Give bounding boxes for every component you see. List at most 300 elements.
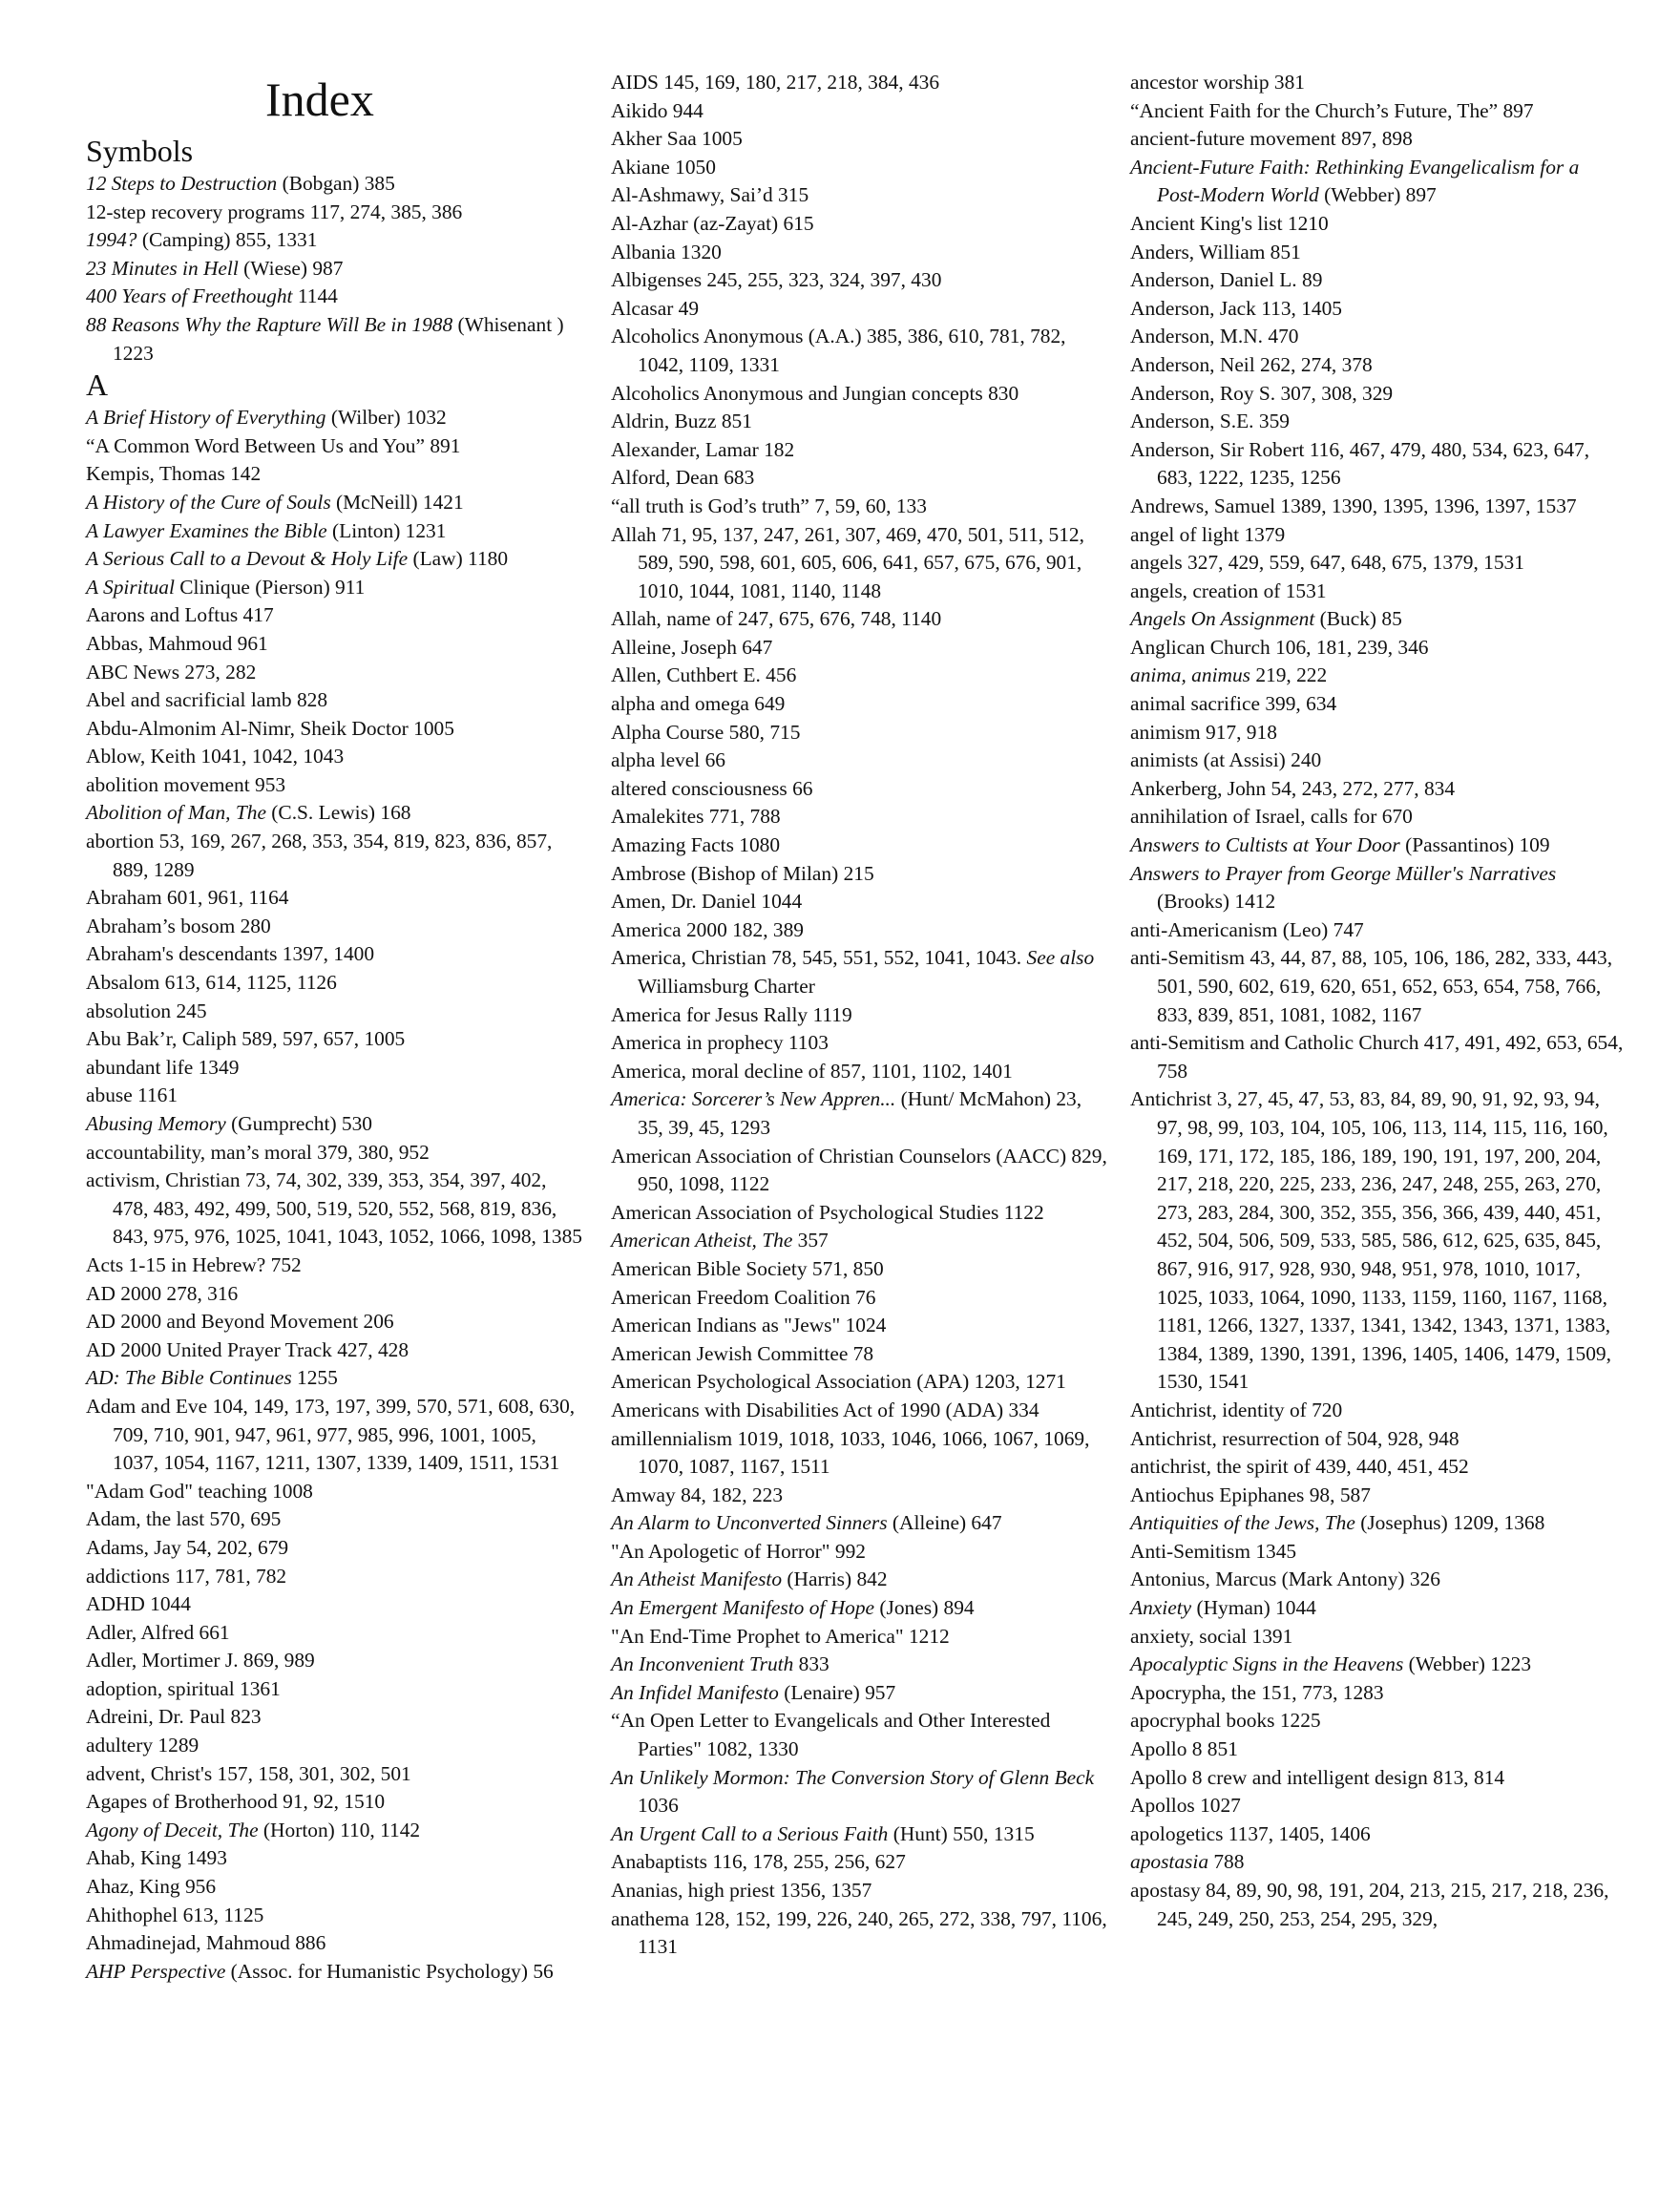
index-entry-text: Ankerberg, John 54, 243, 272, 277, 834 xyxy=(1130,776,1456,800)
index-entry xyxy=(86,601,582,630)
index-entry-text: (Assoc. for Humanistic Psychology) 56 xyxy=(225,1959,554,1983)
index-entry xyxy=(1130,408,1627,436)
index-entry-text: adultery 1289 xyxy=(86,1734,200,1757)
index-entry xyxy=(86,1478,582,1506)
index-entry xyxy=(86,1167,582,1252)
index-entry-text: (Alleine) 647 xyxy=(887,1511,1002,1535)
index-entry-text: Adler, Alfred 661 xyxy=(86,1620,230,1644)
index-entry-title: 23 Minutes in Hell xyxy=(86,256,239,280)
index-entry xyxy=(86,574,582,602)
index-entry xyxy=(86,913,582,941)
index-entry-text: Americans with Disabilities Act of 1990 (ADA) 334 xyxy=(611,1398,1040,1421)
index-entry xyxy=(611,1707,1107,1763)
index-entry-text: Acts 1-15 in Hebrew? 752 xyxy=(86,1252,302,1276)
index-entry-text: Adam, the last 570, 695 xyxy=(86,1507,282,1531)
index-entry-text: Aldrin, Buzz 851 xyxy=(611,410,752,433)
index-entry-text: American Jewish Committee 78 xyxy=(611,1341,874,1365)
index-entry-text: altered consciousness 66 xyxy=(611,776,813,800)
index-entry-text: Antiochus Epiphanes 98, 587 xyxy=(1130,1483,1371,1506)
index-entry xyxy=(611,1312,1107,1340)
index-entry-text: (C.S. Lewis) 168 xyxy=(265,801,411,825)
index-entry xyxy=(611,944,1107,1000)
index-entry xyxy=(1130,521,1627,550)
index-entry xyxy=(1130,775,1627,804)
index-entry-text: (Linton) 1231 xyxy=(326,518,447,542)
index-entry-text: American Psychological Association (APA) 1203, 1271 xyxy=(611,1370,1066,1394)
index-entry-text: Anderson, M.N. 470 xyxy=(1130,325,1299,348)
index-entry xyxy=(611,1509,1107,1538)
index-entry xyxy=(611,860,1107,889)
index-entry-title: A History of the Cure of Souls xyxy=(86,490,331,514)
index-entry xyxy=(86,1703,582,1732)
index-entry-text: advent, Christ's 157, 158, 301, 302, 501 xyxy=(86,1761,411,1785)
index-entry xyxy=(611,1368,1107,1397)
index-entry-text: alpha and omega 649 xyxy=(611,692,786,716)
index-entry xyxy=(86,404,582,432)
index-entry-text: American Association of Christian Counselors (AACC) 829, 950, 1098, 1122 xyxy=(611,1144,1107,1196)
index-entry xyxy=(86,1958,582,1987)
index-entry xyxy=(86,1534,582,1563)
index-entry xyxy=(86,1929,582,1958)
index-entry-text: Alleine, Joseph 647 xyxy=(611,635,773,659)
index-entry xyxy=(86,1788,582,1817)
index-entry-text: angel of light 1379 xyxy=(1130,522,1286,546)
index-column-2 xyxy=(611,69,1107,1962)
index-entry-text: (Webber) 1223 xyxy=(1403,1652,1532,1676)
index-entry-title: Apocalyptic Signs in the Heavens xyxy=(1130,1652,1404,1676)
index-entry-text: “all truth is God’s truth” 7, 59, 60, 133 xyxy=(611,494,927,517)
index-entry-text: (Camping) 855, 1331 xyxy=(136,228,318,252)
index-entry-text: Aikido 944 xyxy=(611,98,704,122)
index-entry-title: A Lawyer Examines the Bible xyxy=(86,518,327,542)
index-entry-text: annihilation of Israel, calls for 670 xyxy=(1130,805,1413,829)
index-entry xyxy=(86,1308,582,1336)
index-entry-title: Answers to Prayer from George Müller's Narratives xyxy=(1130,861,1557,885)
index-entry-title: A Brief History of Everything xyxy=(86,406,326,430)
index-entry-text: Apollo 8 crew and intelligent design 813, 814 xyxy=(1130,1765,1505,1789)
index-entry-text: Anderson, Roy S. 307, 308, 329 xyxy=(1130,381,1394,405)
index-entry-text: Albania 1320 xyxy=(611,240,722,263)
index-entry xyxy=(86,1082,582,1110)
index-entry xyxy=(86,771,582,800)
index-entry xyxy=(86,1505,582,1534)
index-entry xyxy=(86,1873,582,1902)
index-entry-text: America 2000 182, 389 xyxy=(611,917,804,941)
index-entry-text: Al-Azhar (az-Zayat) 615 xyxy=(611,211,814,235)
index-entry xyxy=(86,1393,582,1478)
index-entry xyxy=(86,1364,582,1393)
index-entry xyxy=(611,803,1107,831)
index-entry-title: Anxiety xyxy=(1130,1596,1192,1620)
index-entry-text: Alpha Course 580, 715 xyxy=(611,720,801,744)
index-entry-text: Abel and sacrificial lamb 828 xyxy=(86,688,328,712)
index-entry-text: Anderson, Daniel L. 89 xyxy=(1130,268,1323,292)
index-entry-text: Anderson, Neil 262, 274, 378 xyxy=(1130,352,1373,376)
index-entry xyxy=(611,1905,1107,1962)
index-entry xyxy=(86,1252,582,1280)
index-entry xyxy=(611,1848,1107,1877)
index-entry-text: (Bobgan) 385 xyxy=(277,172,395,195)
index-entry xyxy=(86,1280,582,1309)
index-entry xyxy=(1130,1792,1627,1820)
index-entry-text: anti-Semitism and Catholic Church 417, 491, 492, 653, 654, 758 xyxy=(1130,1031,1624,1083)
index-entry xyxy=(611,605,1107,634)
index-entry-text: Allen, Cuthbert E. 456 xyxy=(611,663,797,687)
index-entry-text: Antichrist 3, 27, 45, 47, 53, 83, 84, 89, 90, 91, 92, 93, 94, 97, 98, 99, 103, 104, 105, 106, 113, 114, 115, 116, 160, 169, 171, 172, 185, 186, 189, 190, 191, 197, 200, 204, 217, 218, 220, 225, 233, 236, 247, 248, 255, 263, 270, 273, 283, 284, 300, 352, 355, 356, 366, 439, 440, 451, 452, 504, 506, 509, 533, 585, 586, 612, 625, 635, 845, 867, 916, 917, 928, 930, 948, 951, 978, 1010, 1017, 1025, 1033, 1064, 1090, 1133, 1159, 1160, 1167, 1168, 1181, 1266, 1327, 1337, 1341, 1342, 1343, 1371, 1383, 1384, 1389, 1390, 1391, 1396, 1405, 1406, 1479, 1509, 1530, 1541 xyxy=(1130,1087,1611,1394)
index-entry-text: Amalekites 771, 788 xyxy=(611,805,781,829)
index-entry-text: amillennialism 1019, 1018, 1033, 1046, 1066, 1067, 1069, 1070, 1087, 1167, 1511 xyxy=(611,1426,1090,1479)
index-entry-text: “A Common Word Between Us and You” 891 xyxy=(86,433,461,457)
index-entry xyxy=(86,799,582,828)
index-entry-text: angels, creation of 1531 xyxy=(1130,579,1327,602)
index-entry-text: Amen, Dr. Daniel 1044 xyxy=(611,890,803,914)
index-entry-text: anti-Americanism (Leo) 747 xyxy=(1130,917,1364,941)
index-entry-text: America, Christian 78, 545, 551, 552, 1041, 1043. xyxy=(611,946,1027,970)
index-entry xyxy=(611,464,1107,493)
index-entry-title: 1994? xyxy=(86,228,137,252)
index-entry xyxy=(611,154,1107,182)
index-entry xyxy=(611,323,1107,379)
index-entry-title: America: Sorcerer’s New Appren... xyxy=(611,1087,896,1111)
index-entry-text: Alexander, Lamar 182 xyxy=(611,437,795,461)
index-entry xyxy=(611,125,1107,154)
index-entry-title: Ancient-Future Faith: Rethinking Evangelicalism for a Post-Modern World xyxy=(1130,155,1580,207)
index-entry-text: Akiane 1050 xyxy=(611,155,716,179)
page-title: Index xyxy=(265,73,374,126)
index-entry-text: Anabaptists 116, 178, 255, 256, 627 xyxy=(611,1850,906,1874)
index-entry-text: apologetics 1137, 1405, 1406 xyxy=(1130,1821,1371,1845)
index-entry-list xyxy=(1130,69,1627,1933)
index-entry xyxy=(1130,1538,1627,1567)
index-entry xyxy=(611,634,1107,663)
index-entry-text: Kempis, Thomas 142 xyxy=(86,462,262,486)
index-entry xyxy=(611,1566,1107,1594)
index-entry xyxy=(611,1085,1107,1142)
index-entry-text: Ablow, Keith 1041, 1042, 1043 xyxy=(86,745,345,768)
index-entry-text: (Law) 1180 xyxy=(408,547,509,571)
index-entry-text: AIDS 145, 169, 180, 217, 218, 384, 436 xyxy=(611,71,940,94)
index-entry-text: abuse 1161 xyxy=(86,1083,178,1107)
index-entry-text: Amazing Facts 1080 xyxy=(611,833,781,857)
index-entry xyxy=(86,311,582,368)
index-entry xyxy=(86,283,582,311)
index-entry xyxy=(1130,690,1627,719)
index-entry-text: Ahmadinejad, Mahmoud 886 xyxy=(86,1931,326,1955)
index-entry xyxy=(86,199,582,227)
index-entry-text: abundant life 1349 xyxy=(86,1055,240,1079)
index-entry xyxy=(611,1679,1107,1708)
index-entry-text: Anderson, Jack 113, 1405 xyxy=(1130,296,1342,320)
index-entry-text: Abraham's descendants 1397, 1400 xyxy=(86,942,375,966)
index-entry xyxy=(86,659,582,687)
index-entry-text: (Horton) 110, 1142 xyxy=(258,1818,421,1841)
index-entry xyxy=(611,521,1107,606)
index-entry xyxy=(1130,605,1627,634)
index-entry-text: Abdu-Almonim Al-Nimr, Sheik Doctor 1005 xyxy=(86,716,454,740)
index-entry xyxy=(611,1397,1107,1425)
index-entry-text: Ahab, King 1493 xyxy=(86,1846,227,1870)
index-entry xyxy=(86,1844,582,1873)
index-entry xyxy=(86,170,582,199)
index-entry xyxy=(86,255,582,284)
index-entry-title: A Serious Call to a Devout & Holy Life xyxy=(86,547,409,571)
index-entry-title: 12 Steps to Destruction xyxy=(86,172,278,195)
index-entry-text: Antichrist, identity of 720 xyxy=(1130,1398,1343,1421)
index-entry-text: (Harris) 842 xyxy=(782,1567,888,1591)
index-entry-text: Aarons and Loftus 417 xyxy=(86,603,274,627)
index-entry-title: apostasia xyxy=(1130,1850,1209,1874)
index-entry-text: abortion 53, 169, 267, 268, 353, 354, 819, 823, 836, 857, 889, 1289 xyxy=(86,830,553,881)
index-entry xyxy=(86,884,582,913)
index-entry-title: anima, animus xyxy=(1130,663,1250,687)
index-entry-title: Abolition of Man, The xyxy=(86,801,266,825)
index-entry xyxy=(611,69,1107,97)
index-entry xyxy=(611,1538,1107,1567)
index-entry xyxy=(611,493,1107,521)
index-entry xyxy=(1130,1764,1627,1793)
index-entry-text: Akher Saa 1005 xyxy=(611,127,743,151)
index-entry-text: antichrist, the spirit of 439, 440, 451, 452 xyxy=(1130,1455,1469,1479)
index-entry-text: Ahithophel 613, 1125 xyxy=(86,1903,264,1926)
index-entry-text: animists (at Assisi) 240 xyxy=(1130,748,1322,772)
index-entry-title: An Atheist Manifesto xyxy=(611,1567,783,1591)
index-entry xyxy=(611,747,1107,775)
index-entry xyxy=(611,690,1107,719)
index-entry xyxy=(1130,69,1627,97)
index-entry-text: "Adam God" teaching 1008 xyxy=(86,1479,313,1503)
index-entry xyxy=(611,239,1107,267)
index-entry-text: animal sacrifice 399, 634 xyxy=(1130,692,1337,716)
index-entry xyxy=(1130,266,1627,295)
index-entry xyxy=(86,630,582,659)
index-entry-text: AD 2000 278, 316 xyxy=(86,1281,239,1305)
index-entry-text: Abu Bak’r, Caliph 589, 597, 657, 1005 xyxy=(86,1027,406,1051)
index-entry xyxy=(1130,944,1627,1029)
index-entry-text: Albigenses 245, 255, 323, 324, 397, 430 xyxy=(611,268,942,292)
index-entry-text: 12-step recovery programs 117, 274, 385, 386 xyxy=(86,200,463,223)
index-entry xyxy=(1130,1848,1627,1877)
section-heading: A xyxy=(86,368,109,403)
index-entry-text: abolition movement 953 xyxy=(86,772,286,796)
index-entry xyxy=(1130,323,1627,351)
index-entry xyxy=(1130,803,1627,831)
index-entry-text: Absalom 613, 614, 1125, 1126 xyxy=(86,971,337,995)
index-entry xyxy=(1130,493,1627,521)
index-entry-text: Ancient King's list 1210 xyxy=(1130,211,1329,235)
index-entry-text: Ambrose (Bishop of Milan) 215 xyxy=(611,861,874,885)
index-entry xyxy=(611,408,1107,436)
index-entry xyxy=(611,719,1107,747)
index-entry-text: Williamsburg Charter xyxy=(638,975,815,998)
index-entry xyxy=(1130,380,1627,409)
index-entry xyxy=(1130,916,1627,945)
index-entry-text: Adam and Eve 104, 149, 173, 197, 399, 570, 571, 608, 630, 709, 710, 901, 947, 961, 977, 985, 996, 1001, 1005, 1037, 1054, 1167, 1211, 1307, 1339, 1409, 1511, 1531 xyxy=(86,1394,576,1475)
index-entry-text: (Buck) 85 xyxy=(1314,607,1402,631)
index-entry-text: Alcoholics Anonymous and Jungian concepts 830 xyxy=(611,381,1019,405)
index-entry-text: (Hunt/ McMahon) 23, 35, 39, 45, 1293 xyxy=(638,1087,1082,1139)
index-entry xyxy=(86,940,582,969)
index-entry xyxy=(611,266,1107,295)
index-entry-text: (Wiese) 987 xyxy=(238,256,344,280)
index-entry-title: AD: The Bible Continues xyxy=(86,1366,292,1390)
index-entry xyxy=(611,831,1107,860)
index-entry xyxy=(1130,860,1627,916)
index-entry-text: 219, 222 xyxy=(1250,663,1328,687)
index-entry-text: 1255 xyxy=(291,1366,338,1390)
index-entry xyxy=(611,97,1107,126)
index-entry xyxy=(611,1482,1107,1510)
index-entry-text: "An End-Time Prophet to America" 1212 xyxy=(611,1624,950,1648)
index-entry xyxy=(1130,1820,1627,1849)
index-entry xyxy=(86,1054,582,1083)
index-entry xyxy=(86,1675,582,1704)
index-entry xyxy=(1130,1736,1627,1764)
index-entry xyxy=(1130,1594,1627,1623)
index-entry-text: “An Open Letter to Evangelicals and Other Interested Parties" 1082, 1330 xyxy=(611,1709,1051,1761)
index-entry-title: See also xyxy=(1026,946,1095,970)
index-entry-text: Anderson, S.E. 359 xyxy=(1130,410,1290,433)
index-entry xyxy=(611,916,1107,945)
index-entry xyxy=(1130,295,1627,324)
index-entry-text: Apollo 8 851 xyxy=(1130,1737,1238,1761)
index-entry-text: (Jones) 894 xyxy=(874,1596,975,1620)
index-entry-text: America for Jesus Rally 1119 xyxy=(611,1002,852,1026)
index-entry xyxy=(86,1590,582,1619)
index-entry-title: Antiquities of the Jews, The xyxy=(1130,1511,1355,1535)
index-entry xyxy=(86,1336,582,1365)
index-entry xyxy=(86,1110,582,1139)
index-entry xyxy=(611,1199,1107,1228)
index-entry-text: Anders, William 851 xyxy=(1130,240,1301,263)
index-entry-text: Adams, Jay 54, 202, 679 xyxy=(86,1535,289,1559)
index-entry xyxy=(1130,154,1627,210)
index-entry-text: Anderson, Sir Robert 116, 467, 479, 480, 534, 623, 647, 683, 1222, 1235, 1256 xyxy=(1130,437,1590,490)
index-entry xyxy=(611,1820,1107,1849)
index-entry-text: addictions 117, 781, 782 xyxy=(86,1564,287,1588)
index-entry xyxy=(86,1025,582,1054)
index-entry-text: Anti-Semitism 1345 xyxy=(1130,1539,1297,1563)
index-entry-text: Allah, name of 247, 675, 676, 748, 1140 xyxy=(611,607,942,631)
index-entry-text: apostasy 84, 89, 90, 98, 191, 204, 213, 215, 217, 218, 236, 245, 249, 250, 253, 254, 295, 329, xyxy=(1130,1879,1609,1930)
index-entry-text: AD 2000 United Prayer Track 427, 428 xyxy=(86,1337,410,1361)
index-entry-text: (Webber) 897 xyxy=(1318,183,1437,207)
index-entry-title: An Unlikely Mormon: The Conversion Story of Glenn Beck xyxy=(611,1765,1095,1789)
index-entry xyxy=(1130,1453,1627,1482)
index-entry-title: Answers to Cultists at Your Door xyxy=(1130,833,1400,857)
index-entry-text: (Hunt) 550, 1315 xyxy=(888,1821,1035,1845)
index-entry xyxy=(611,1029,1107,1058)
index-entry xyxy=(1130,125,1627,154)
index-entry xyxy=(86,969,582,998)
index-entry xyxy=(611,1594,1107,1623)
index-entry xyxy=(1130,351,1627,380)
index-entry-title: An Emergent Manifesto of Hope xyxy=(611,1596,875,1620)
index-entry-text: 357 xyxy=(792,1229,829,1252)
index-entry-text: Al-Ashmawy, Sai’d 315 xyxy=(611,183,809,207)
index-entry-text: activism, Christian 73, 74, 302, 339, 353, 354, 397, 402, 478, 483, 492, 499, 500, 519, 520, 552, 568, 819, 836, 843, 975, 976, 1025, 1041, 1043, 1052, 1066, 1098, 1385 xyxy=(86,1168,582,1249)
index-entry xyxy=(611,1764,1107,1820)
index-entry-text: Antichrist, resurrection of 504, 928, 948 xyxy=(1130,1426,1460,1450)
index-entry-text: Adler, Mortimer J. 869, 989 xyxy=(86,1649,315,1673)
index-entry-text: 788 xyxy=(1208,1850,1245,1874)
index-entry xyxy=(86,715,582,744)
index-entry-text: Allah 71, 95, 137, 247, 261, 307, 469, 470, 501, 511, 512, 589, 590, 598, 601, 605, 606, 641, 657, 675, 676, 901, 1010, 1044, 1081, 1140, 1148 xyxy=(611,522,1084,602)
index-entry-text: American Freedom Coalition 76 xyxy=(611,1285,876,1309)
index-entry xyxy=(1130,1623,1627,1651)
index-entry-text: (Josephus) 1209, 1368 xyxy=(1354,1511,1545,1535)
index-entry-text: America, moral decline of 857, 1101, 1102, 1401 xyxy=(611,1059,1013,1083)
index-entry-text: “Ancient Faith for the Church’s Future, The” 897 xyxy=(1130,98,1534,122)
index-entry xyxy=(611,436,1107,465)
index-entry-text: Antonius, Marcus (Mark Antony) 326 xyxy=(1130,1567,1440,1591)
index-entry-text: anathema 128, 152, 199, 226, 240, 265, 272, 338, 797, 1106, 1131 xyxy=(611,1906,1107,1959)
index-entry xyxy=(1130,1877,1627,1933)
index-entry-text: American Association of Psychological Studies 1122 xyxy=(611,1200,1044,1224)
index-entry xyxy=(86,1760,582,1789)
index-entry xyxy=(1130,719,1627,747)
index-entry-text: (Lenaire) 957 xyxy=(778,1680,896,1704)
index-column-3 xyxy=(1130,69,1627,1933)
index-entry xyxy=(1130,1707,1627,1736)
index-entry xyxy=(611,1255,1107,1284)
index-entry xyxy=(86,545,582,574)
index-entry-text: anxiety, social 1391 xyxy=(1130,1624,1293,1648)
index-entry-text: ADHD 1044 xyxy=(86,1592,191,1616)
index-entry xyxy=(1130,747,1627,775)
index-entry-text: (Brooks) 1412 xyxy=(1157,890,1276,914)
index-entry xyxy=(611,1877,1107,1905)
index-entry-text: ancient-future movement 897, 898 xyxy=(1130,127,1413,151)
index-entry xyxy=(86,686,582,715)
index-entry-text: (Wilber) 1032 xyxy=(326,406,447,430)
index-entry-title: A Spiritual xyxy=(86,575,175,599)
index-entry-title: 88 Reasons Why the Rapture Will Be in 1988 xyxy=(86,312,453,336)
index-entry-text: Agapes of Brotherhood 91, 92, 1510 xyxy=(86,1790,386,1814)
index-entry xyxy=(611,1143,1107,1199)
index-entry-text: animism 917, 918 xyxy=(1130,720,1277,744)
index-entry-text: Apocrypha, the 151, 773, 1283 xyxy=(1130,1680,1384,1704)
index-entry xyxy=(86,226,582,255)
index-column-1 xyxy=(86,67,582,1986)
index-entry-title: An Infidel Manifesto xyxy=(611,1680,779,1704)
index-entry-text: apocryphal books 1225 xyxy=(1130,1709,1321,1733)
index-entry-text: Amway 84, 182, 223 xyxy=(611,1483,784,1506)
index-entry-text: 833 xyxy=(793,1652,830,1676)
index-entry-title: 400 Years of Freethought xyxy=(86,284,293,308)
index-entry-text: Adreini, Dr. Paul 823 xyxy=(86,1705,262,1729)
index-entry xyxy=(1130,634,1627,663)
index-entry-text: Abbas, Mahmoud 961 xyxy=(86,631,268,655)
index-entry-text: Andrews, Samuel 1389, 1390, 1395, 1396, 1397, 1537 xyxy=(1130,494,1577,517)
index-entry xyxy=(1130,97,1627,126)
index-entry xyxy=(1130,1425,1627,1454)
index-entry-text: (Whisenant ) 1223 xyxy=(113,312,564,365)
index-entry xyxy=(611,1340,1107,1369)
index-entry xyxy=(86,1619,582,1648)
index-entry xyxy=(86,489,582,517)
section-heading: Symbols xyxy=(86,134,194,168)
index-entry xyxy=(1130,831,1627,860)
index-entry-text: Alford, Dean 683 xyxy=(611,466,755,490)
index-entry-text: (Hyman) 1044 xyxy=(1191,1596,1316,1620)
index-entry xyxy=(1130,239,1627,267)
index-entry-text: alpha level 66 xyxy=(611,748,725,772)
index-entry-text: Ahaz, King 956 xyxy=(86,1875,217,1899)
index-entry-text: 1144 xyxy=(292,284,338,308)
index-entry xyxy=(1130,1566,1627,1594)
index-entry xyxy=(611,380,1107,409)
index-entry xyxy=(1130,549,1627,578)
